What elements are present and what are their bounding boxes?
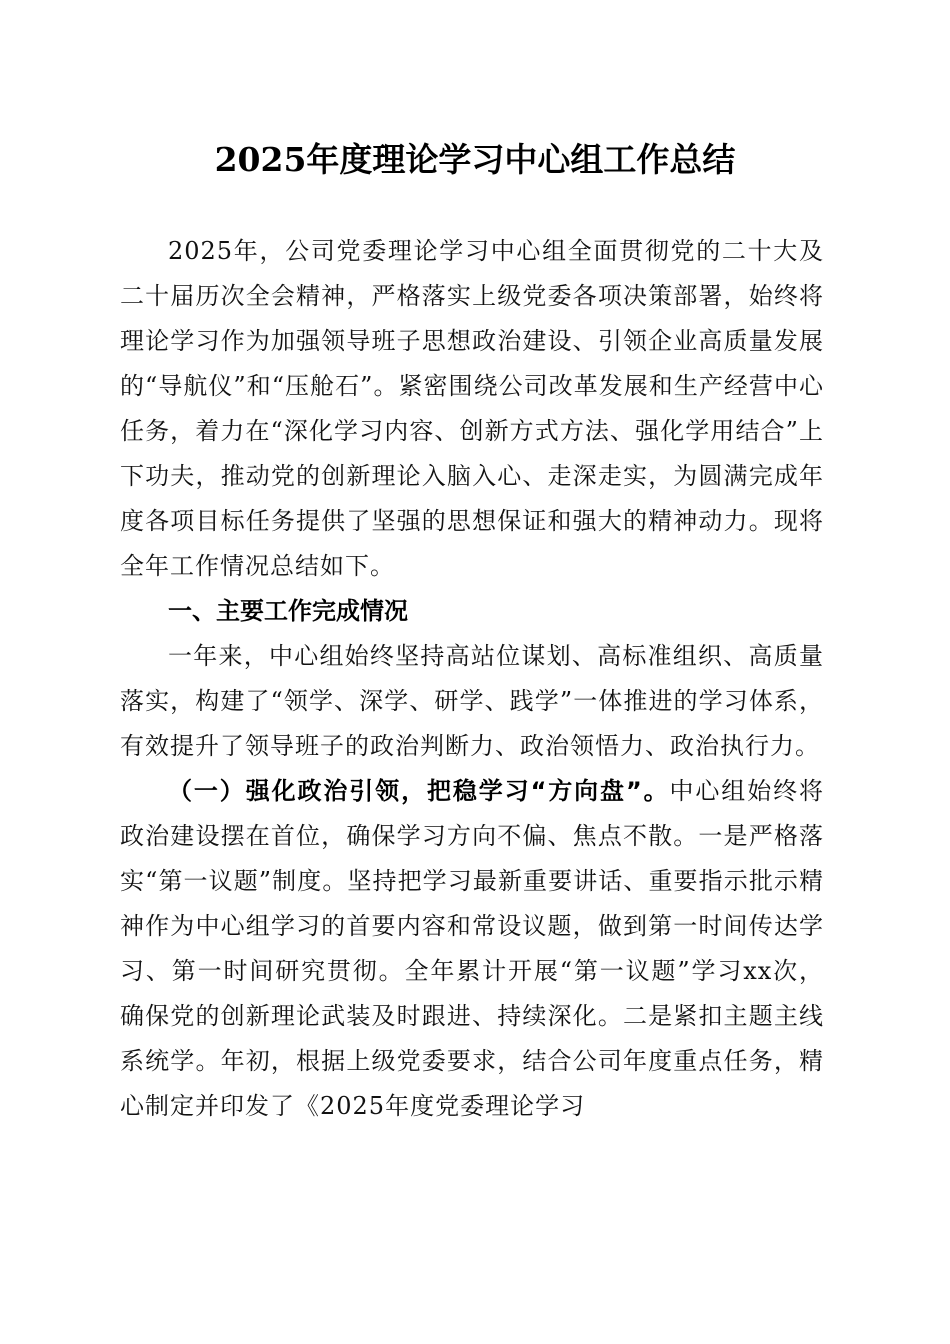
document-body xyxy=(120,229,824,1129)
section-heading: 一、主要工作完成情况 xyxy=(168,597,408,625)
intro-paragraph: 2025年，公司党委理论学习中心组全面贯彻党的二十大及二十届历次全会精神，严格落实上级党委各项决策部署，始终将理论学习作为加强领导班子思想政治建设、引领企业高质量发展的“导航仪”和“压舱石”。紧密围绕公司改革发展和生产经营中心任务，着力在“深化学习内容、创新方式方法、强化学用结合”上下功夫，推动党的创新理论入脑入心、走深走实，为圆满完成年度各项目标任务提供了坚强的思想保证和强大的精神动力。现将全年工作情况总结如下。 xyxy=(120,237,824,580)
subsection-heading: （一）强化政治引领，把稳学习“方向盘”。 xyxy=(168,777,670,805)
subsection-paragraph xyxy=(120,769,824,1129)
document-title: 2025年度理论学习中心组工作总结 xyxy=(214,140,736,179)
section-paragraph: 一年来，中心组始终坚持高站位谋划、高标准组织、高质量落实，构建了“领学、深学、研学、践学”一体推进的学习体系，有效提升了领导班子的政治判断力、政治领悟力、政治执行力。 xyxy=(120,642,824,760)
subsection-text: 中心组始终将政治建设摆在首位，确保学习方向不偏、焦点不散。一是严格落实“第一议题”制度。坚持把学习最新重要讲话、重要指示批示精神作为中心组学习的首要内容和常设议题，做到第一时间传达学习、第一时间研究贯彻。全年累计开展“第一议题”学习xx次，确保党的创新理论武装及时跟进、持续深化。二是紧扣主题主线系统学。年初，根据上级党委要求，结合公司年度重点任务，精心制定并印发了《2025年度党委理论学习 xyxy=(120,777,825,1120)
